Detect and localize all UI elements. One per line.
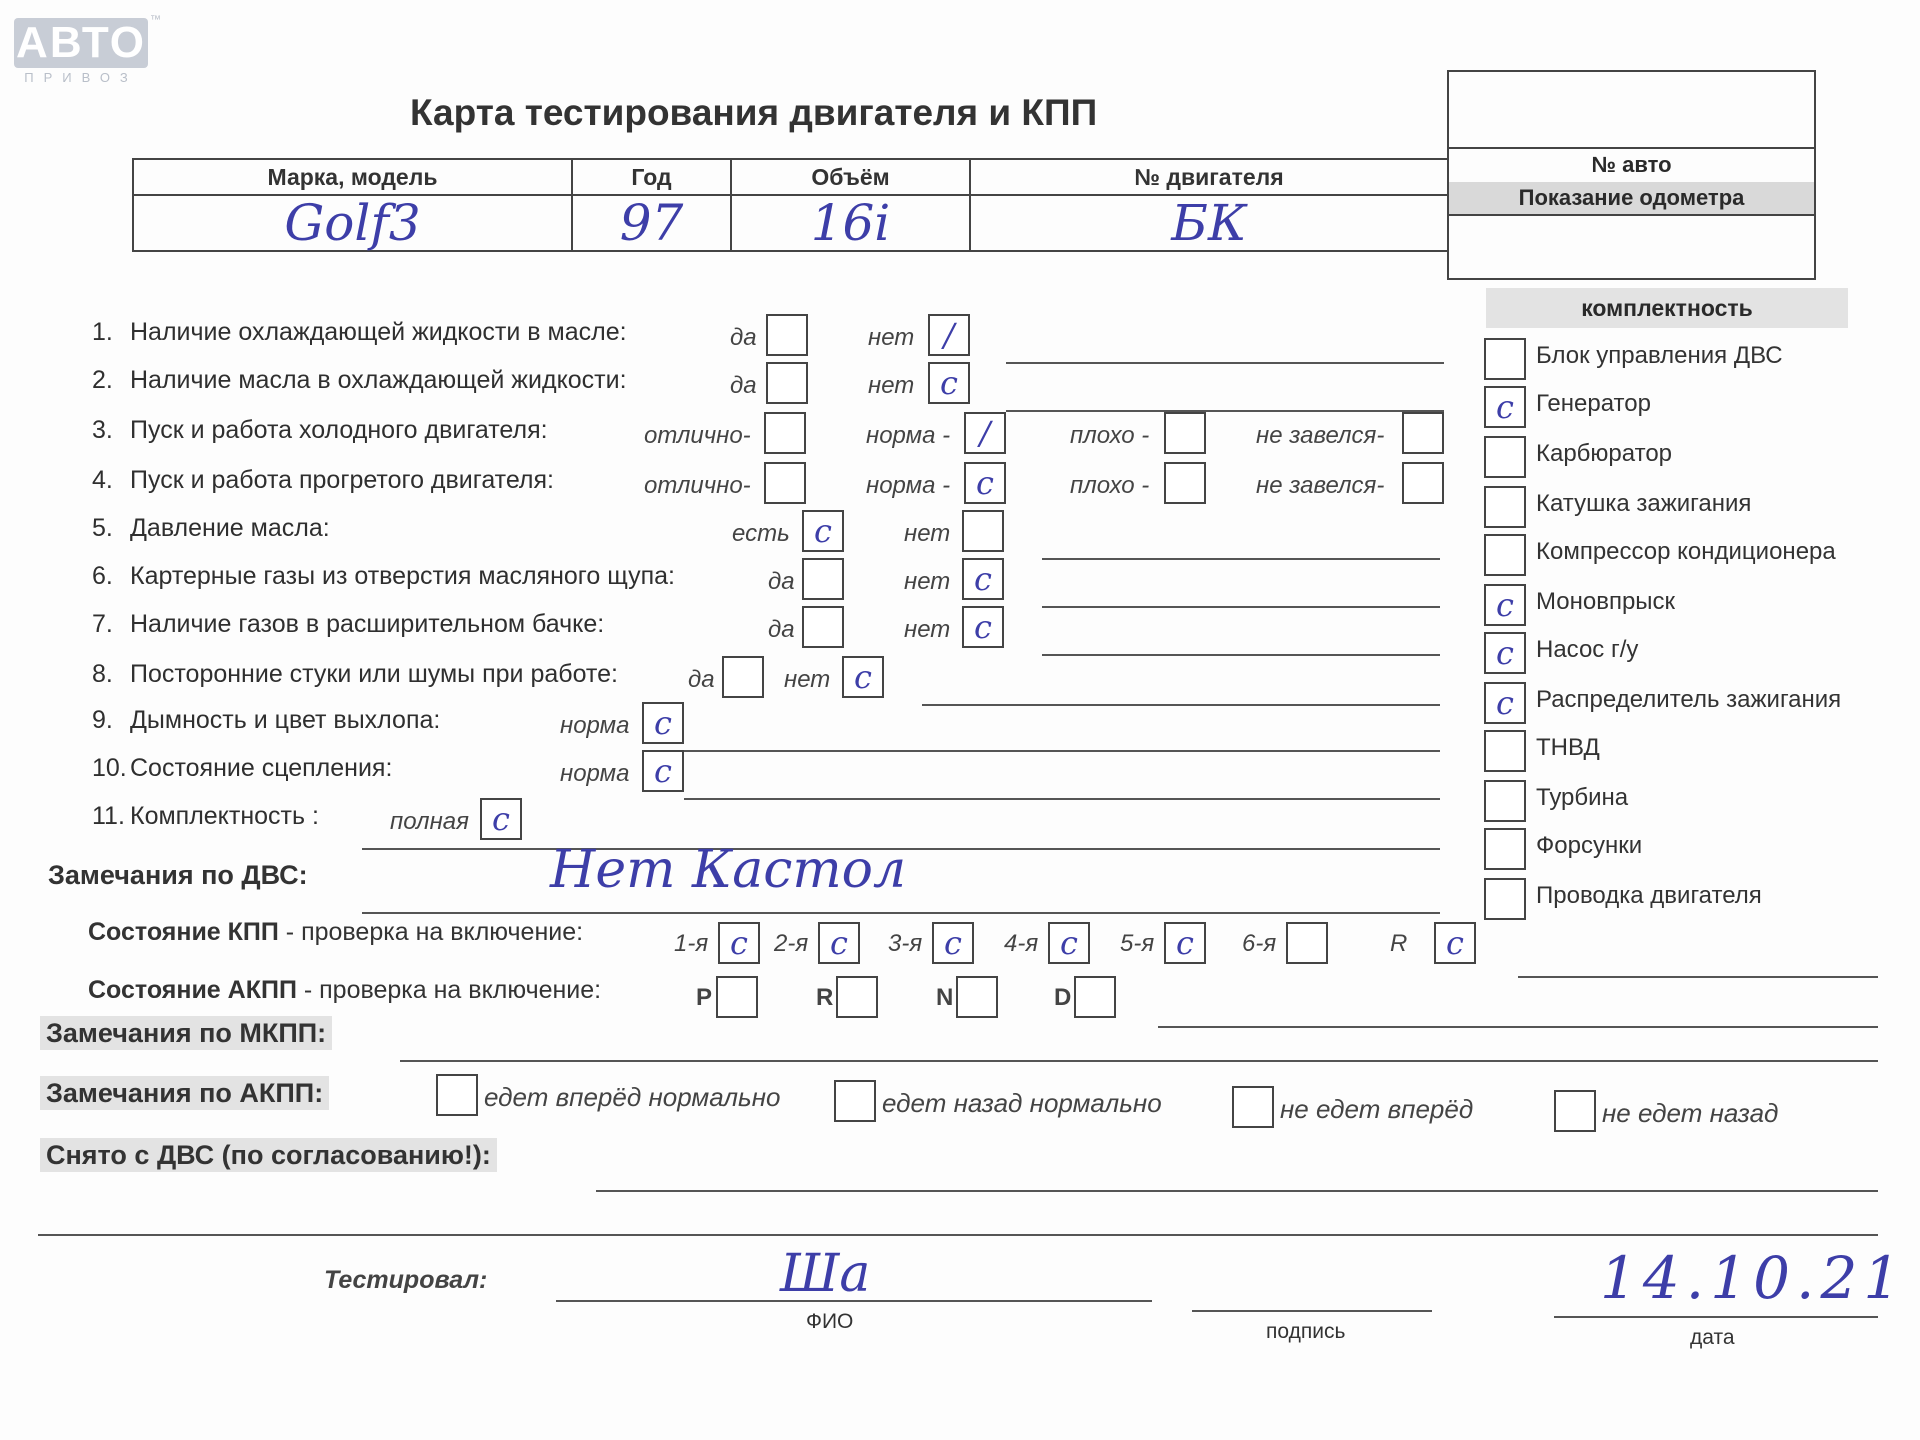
checkbox-full[interactable]: с — [480, 798, 522, 840]
vehicle-header-table — [132, 158, 1449, 252]
question-row — [92, 706, 440, 735]
komplekt-item-label: Генератор — [1536, 390, 1651, 417]
remarks-dvs-label: Замечания по ДВС: — [48, 860, 308, 890]
komplekt-checkbox[interactable]: с — [1484, 386, 1526, 428]
question-number: 9. — [92, 706, 113, 734]
question-number: 11. — [92, 802, 125, 830]
akpp-mode-checkbox[interactable] — [836, 976, 878, 1018]
gear-checkbox[interactable]: с — [818, 922, 860, 964]
question-line — [1042, 558, 1440, 560]
question-row — [92, 562, 675, 591]
akpp-mode-label: R — [816, 984, 834, 1011]
remarks-akpp-label: Замечания по АКПП: — [40, 1076, 329, 1110]
removed-wrap — [40, 1140, 497, 1171]
date-label: дата — [1690, 1326, 1735, 1349]
akpp-label-rest: - проверка на включение: — [296, 976, 602, 1004]
question-number: 4. — [92, 466, 113, 494]
komplekt-item-label: Карбюратор — [1536, 440, 1673, 467]
remarks-dvs-value[interactable]: Нет Кастол — [550, 840, 907, 900]
auto-info-box — [1447, 70, 1816, 280]
option-net: нет — [904, 616, 951, 643]
gear-checkbox[interactable]: с — [1164, 922, 1206, 964]
question-row — [92, 466, 554, 495]
fio-label: ФИО — [806, 1310, 854, 1333]
komplekt-checkbox[interactable] — [1484, 486, 1526, 528]
akpp-remark-option: не едет назад — [1602, 1098, 1779, 1128]
question-row — [92, 318, 627, 347]
year-label: Год — [631, 164, 672, 190]
question-text: Наличие газов в расширительном бачке: — [130, 610, 605, 638]
komplekt-checkbox[interactable] — [1484, 338, 1526, 380]
logo-tm: ™ — [150, 14, 161, 26]
option-first: есть — [732, 520, 790, 547]
question-number: 2. — [92, 366, 113, 394]
akpp-mode-label: P — [696, 984, 713, 1011]
checkbox-normal[interactable]: с — [964, 462, 1006, 504]
akpp-remark-option: едет вперёд нормально — [484, 1082, 781, 1112]
option-excellent: отлично- — [644, 422, 751, 449]
question-text: Состояние сцепления: — [130, 754, 393, 782]
option-da: да — [688, 666, 715, 693]
checkbox-net[interactable]: с — [962, 558, 1004, 600]
gear-label: 1-я — [674, 930, 709, 957]
checkbox-net[interactable]: / — [928, 314, 970, 356]
option-normal: норма - — [866, 422, 951, 449]
akpp-mode-checkbox[interactable] — [1074, 976, 1116, 1018]
engine-number-label: № двигателя — [1134, 164, 1284, 190]
option-excellent: отлично- — [644, 472, 751, 499]
question-number: 7. — [92, 610, 113, 638]
option-net: нет — [868, 324, 915, 351]
option-first: да — [768, 568, 795, 595]
gear-checkbox[interactable]: с — [1434, 922, 1476, 964]
kpp-label — [88, 918, 583, 947]
checkbox-first[interactable]: с — [802, 510, 844, 552]
komplekt-item-label: Проводка двигателя — [1536, 882, 1762, 909]
question-number: 1. — [92, 318, 113, 346]
komplekt-item-label: Блок управления ДВС — [1536, 342, 1783, 369]
removed-line-1 — [596, 1190, 1878, 1192]
akpp-remark-option: не едет вперёд — [1280, 1094, 1474, 1124]
komplekt-checkbox[interactable] — [1484, 730, 1526, 772]
gear-label: R — [1390, 930, 1408, 957]
question-row — [92, 610, 604, 639]
gear-label: 2-я — [774, 930, 809, 957]
question-line — [1042, 606, 1440, 608]
akpp-mode-checkbox[interactable] — [716, 976, 758, 1018]
kpp-label-bold: Состояние КПП — [88, 918, 279, 946]
remarks-mkpp-wrap — [40, 1018, 332, 1049]
auto-no-label: № авто — [1449, 147, 1814, 184]
question-number: 6. — [92, 562, 113, 590]
logo — [14, 18, 148, 85]
komplekt-item-label: Компрессор кондиционера — [1536, 538, 1836, 565]
checkbox-not-started[interactable] — [1402, 412, 1444, 454]
question-number: 8. — [92, 660, 113, 688]
akpp-mode-label: N — [936, 984, 954, 1011]
akpp-mode-checkbox[interactable] — [956, 976, 998, 1018]
checkbox-bad[interactable] — [1164, 412, 1206, 454]
checkbox-bad[interactable] — [1164, 462, 1206, 504]
komplekt-item-label: Моновпрыск — [1536, 588, 1676, 615]
komplekt-checkbox[interactable]: с — [1484, 632, 1526, 674]
option-normal: норма — [560, 712, 630, 739]
komplekt-checkbox[interactable] — [1484, 878, 1526, 920]
question-row — [92, 366, 627, 395]
question-number: 5. — [92, 514, 113, 542]
question-line — [684, 750, 1440, 752]
question-row — [92, 514, 330, 543]
checkbox-normal[interactable]: с — [642, 750, 684, 792]
fio-value[interactable]: Ша — [780, 1244, 871, 1304]
date-value[interactable]: 14.10.21 — [1600, 1244, 1907, 1312]
option-normal: норма — [560, 760, 630, 787]
sign-line — [1192, 1310, 1432, 1312]
checkbox-da[interactable] — [766, 362, 808, 404]
gear-checkbox[interactable]: с — [932, 922, 974, 964]
akpp-remark-checkbox[interactable] — [1554, 1090, 1596, 1132]
date-line — [1554, 1316, 1878, 1318]
engine-number-value[interactable]: БК — [1171, 194, 1247, 252]
komplekt-item-label: Форсунки — [1536, 832, 1643, 859]
logo-main: АВТО — [14, 18, 148, 68]
checkbox-net[interactable] — [962, 510, 1004, 552]
question-line — [922, 704, 1440, 706]
option-da: да — [730, 324, 757, 351]
komplekt-title: комплектность — [1486, 288, 1848, 328]
sign-label: подпись — [1266, 1320, 1346, 1343]
checkbox-da[interactable] — [722, 656, 764, 698]
checkbox-not-started[interactable] — [1402, 462, 1444, 504]
checkbox-first[interactable] — [802, 558, 844, 600]
komplekt-item-label: ТНВД — [1536, 734, 1600, 761]
gear-checkbox[interactable]: с — [718, 922, 760, 964]
komplekt-checkbox[interactable] — [1484, 436, 1526, 478]
option-bad: плохо - — [1070, 422, 1150, 449]
removed-line-2 — [38, 1234, 1878, 1236]
remarks-dvs-line-1 — [362, 912, 1440, 914]
question-text: Пуск и работа холодного двигателя: — [130, 416, 548, 444]
odometer-label: Показание одометра — [1449, 182, 1814, 216]
volume-label: Объём — [811, 164, 890, 190]
question-line — [1006, 410, 1444, 412]
akpp-remark-option: едет назад нормально — [882, 1088, 1162, 1118]
question-text: Картерные газы из отверстия масляного щупа: — [130, 562, 675, 590]
question-text: Давление масла: — [130, 514, 330, 542]
page-title: Карта тестирования двигателя и КПП — [410, 92, 1098, 133]
komplekt-checkbox[interactable]: с — [1484, 682, 1526, 724]
question-text: Дымность и цвет выхлопа: — [130, 706, 441, 734]
question-line — [1006, 362, 1444, 364]
gear-checkbox[interactable] — [1286, 922, 1328, 964]
checkbox-net[interactable]: с — [928, 362, 970, 404]
gear-label: 4-я — [1004, 930, 1039, 957]
akpp-remark-checkbox[interactable] — [436, 1074, 478, 1116]
akpp-label — [88, 976, 601, 1005]
option-net: нет — [868, 372, 915, 399]
komplekt-checkbox[interactable]: с — [1484, 584, 1526, 626]
question-number: 10. — [92, 754, 127, 782]
option-normal: норма - — [866, 472, 951, 499]
brand-model-value[interactable]: Golf3 — [284, 194, 421, 252]
question-row — [92, 802, 319, 831]
akpp-remark-checkbox[interactable] — [1232, 1086, 1274, 1128]
option-full: полная — [390, 808, 469, 835]
remarks-akpp-wrap — [40, 1078, 329, 1109]
question-line — [1042, 654, 1440, 656]
question-number: 3. — [92, 416, 113, 444]
option-first: да — [768, 616, 795, 643]
kpp-line — [1518, 976, 1878, 978]
checkbox-normal[interactable]: / — [964, 412, 1006, 454]
option-net: нет — [904, 568, 951, 595]
akpp-line — [1158, 1026, 1878, 1028]
option-not-started: не завелся- — [1256, 422, 1385, 449]
komplekt-checkbox[interactable] — [1484, 828, 1526, 870]
komplekt-item-label: Распределитель зажигания — [1536, 686, 1842, 713]
komplekt-checkbox[interactable] — [1484, 780, 1526, 822]
question-row — [92, 754, 392, 783]
checkbox-net[interactable]: с — [842, 656, 884, 698]
logo-sub: ПРИВОЗ — [24, 70, 138, 85]
kpp-label-rest: - проверка на включение: — [278, 918, 584, 946]
option-bad: плохо - — [1070, 472, 1150, 499]
checkbox-normal[interactable]: с — [642, 702, 684, 744]
question-text: Комплектность : — [130, 802, 319, 830]
akpp-remark-checkbox[interactable] — [834, 1080, 876, 1122]
option-not-started: не завелся- — [1256, 472, 1385, 499]
remarks-mkpp-label: Замечания по МКПП: — [40, 1016, 332, 1050]
komplekt-checkbox[interactable] — [1484, 534, 1526, 576]
checkbox-da[interactable] — [766, 314, 808, 356]
komplekt-item-label: Насос г/у — [1536, 636, 1639, 663]
auto-no-field[interactable] — [1449, 72, 1814, 149]
question-text: Пуск и работа прогретого двигателя: — [130, 466, 554, 494]
removed-label: Снято с ДВС (по согласованию!): — [40, 1138, 497, 1172]
question-text: Посторонние стуки или шумы при работе: — [130, 660, 618, 688]
brand-model-label: Марка, модель — [267, 164, 438, 190]
question-line — [684, 798, 1440, 800]
checkbox-first[interactable] — [802, 606, 844, 648]
komplekt-item-label: Катушка зажигания — [1536, 490, 1752, 517]
question-row — [92, 416, 548, 445]
year-value[interactable]: 97 — [619, 194, 684, 252]
checkbox-net[interactable]: с — [962, 606, 1004, 648]
akpp-label-bold: Состояние АКПП — [88, 976, 297, 1004]
checkbox-excellent[interactable] — [764, 462, 806, 504]
option-da: да — [730, 372, 757, 399]
gear-label: 5-я — [1120, 930, 1155, 957]
volume-value[interactable]: 16і — [810, 194, 891, 252]
remarks-mkpp-line — [400, 1060, 1878, 1062]
question-row — [92, 660, 618, 689]
checkbox-excellent[interactable] — [764, 412, 806, 454]
akpp-mode-label: D — [1054, 984, 1072, 1011]
question-text: Наличие масла в охлаждающей жидкости: — [130, 366, 627, 394]
option-net: нет — [904, 520, 951, 547]
gear-checkbox[interactable]: с — [1048, 922, 1090, 964]
gear-label: 6-я — [1242, 930, 1277, 957]
option-net: нет — [784, 666, 831, 693]
komplekt-item-label: Турбина — [1536, 784, 1629, 811]
gear-label: 3-я — [888, 930, 923, 957]
question-text: Наличие охлаждающей жидкости в масле: — [130, 318, 627, 346]
tested-label: Тестировал: — [324, 1266, 488, 1294]
